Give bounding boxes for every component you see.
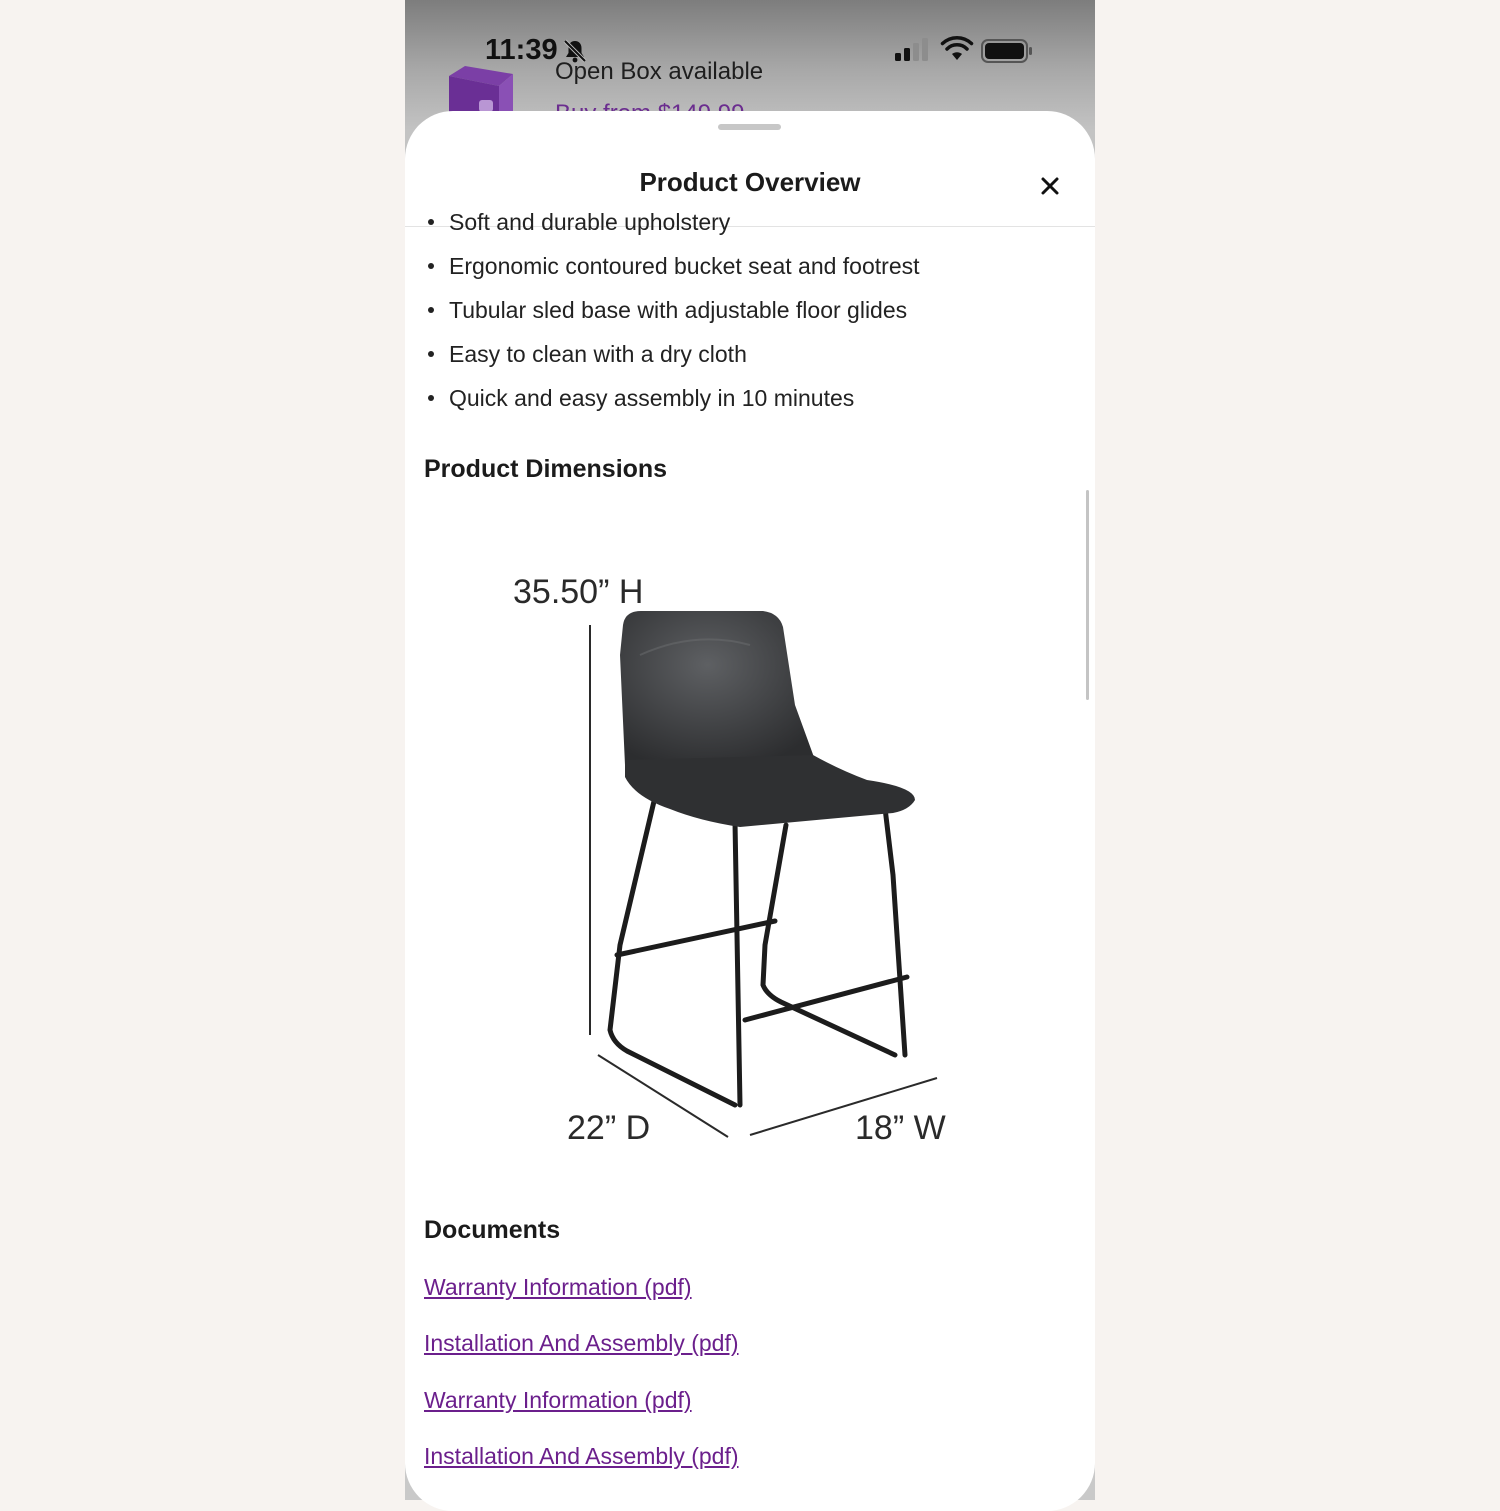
- phone-screen: [405, 0, 1095, 1500]
- bullet-icon: [428, 263, 434, 269]
- documents-heading: Documents: [424, 1216, 561, 1244]
- dimensions-heading: Product Dimensions: [424, 455, 668, 483]
- depth-label: 22” D: [567, 1109, 651, 1147]
- warranty-information-link[interactable]: Warranty Information (pdf): [424, 1387, 692, 1413]
- cellular-signal-icon: [894, 38, 930, 67]
- bullet-icon: [428, 219, 434, 225]
- feature-text: Tubular sled base with adjustable floor glides: [449, 297, 908, 323]
- bullet-icon: [428, 351, 434, 357]
- warranty-information-link[interactable]: Warranty Information (pdf): [424, 1274, 692, 1300]
- sheet-title: Product Overview: [639, 167, 861, 197]
- feature-item: [424, 376, 1074, 420]
- product-overview-sheet: [405, 111, 1095, 1511]
- status-time: 11:39: [485, 34, 558, 66]
- installation-assembly-link[interactable]: Installation And Assembly (pdf): [424, 1330, 739, 1356]
- sheet-scroll-area[interactable]: [405, 209, 1095, 1511]
- feature-item: [424, 200, 1074, 244]
- close-icon: [1040, 176, 1060, 196]
- wifi-icon: [941, 36, 973, 67]
- feature-item: [424, 332, 1074, 376]
- installation-assembly-link[interactable]: Installation And Assembly (pdf): [424, 1443, 739, 1469]
- listing-title: Open Box available: [555, 58, 764, 85]
- feature-item: [424, 244, 1074, 288]
- scrollbar[interactable]: [1086, 490, 1089, 700]
- feature-list: [424, 200, 1074, 420]
- feature-text: Soft and durable upholstery: [449, 209, 731, 235]
- sheet-grabber[interactable]: [718, 124, 781, 130]
- feature-text: Easy to clean with a dry cloth: [449, 341, 747, 367]
- feature-text: Quick and easy assembly in 10 minutes: [449, 385, 855, 411]
- height-label: 35.50” H: [513, 573, 644, 611]
- battery-icon: [981, 39, 1033, 68]
- width-label: 18” W: [855, 1109, 946, 1147]
- bullet-icon: [428, 307, 434, 313]
- bullet-icon: [428, 395, 434, 401]
- feature-text: Ergonomic contoured bucket seat and footrest: [449, 253, 920, 279]
- close-button[interactable]: [1035, 171, 1065, 201]
- chair-dimensions-image: [495, 515, 975, 1147]
- feature-item: [424, 288, 1074, 332]
